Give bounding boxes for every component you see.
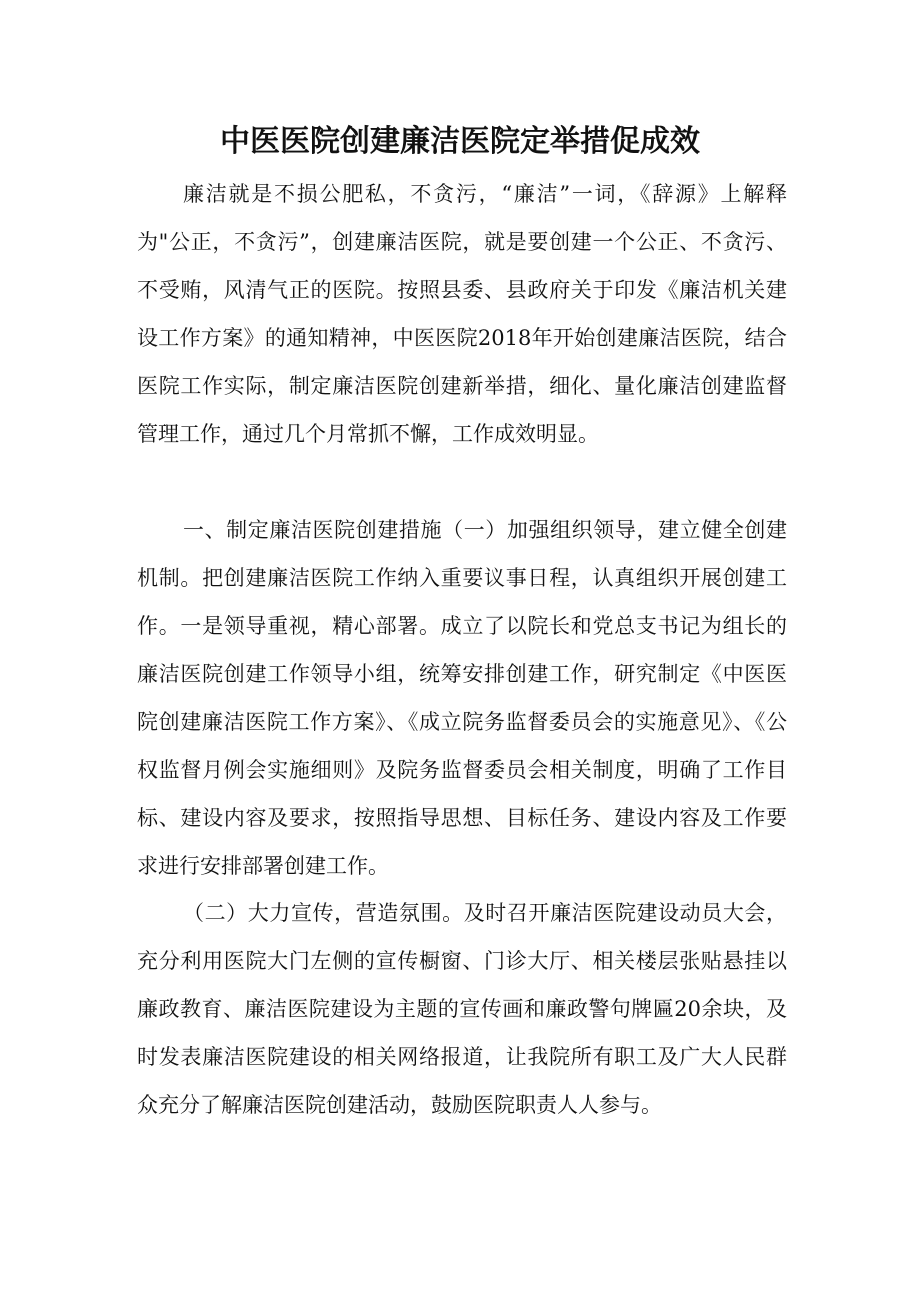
- document-title: 中医医院创建廉洁医院定举措促成效: [220, 124, 700, 159]
- paragraph-intro: 廉洁就是不损公肥私，不贪污，“廉洁”一词，《辞源》上解释为"公正，不贪污”，创建廉洁医院，就是要创建一个公正、不贪污、不受贿，风清气正的医院。按照县委、县政府关于印发《廉洁机关建设工作方案》的通知精神，中医医院2018年开始创建廉洁医院，结合医院工作实际，制定廉洁医院创建新举措，细化、量化廉洁创建监督管理工作，通过几个月常抓不懈，工作成效明显。: [137, 182, 787, 446]
- paragraph-section-two: （二）大力宣传，营造氛围。及时召开廉洁医院建设动员大会，充分利用医院大门左侧的宣传橱窗、门诊大厅、相关楼层张贴悬挂以廉政教育、廉洁医院建设为主题的宣传画和廉政警句牌匾20余块，及时发表廉洁医院建设的相关网络报道，让我院所有职工及广大人民群众充分了解廉洁医院创建活动，鼓励医院职责人人参与。: [137, 901, 787, 1117]
- paragraph-section-one: 一、制定廉洁医院创建措施（一）加强组织领导，建立健全创建机制。把创建廉洁医院工作纳入重要议事日程，认真组织开展创建工作。一是领导重视，精心部署。成立了以院长和党总支书记为组长的廉洁医院创建工作领导小组，统筹安排创建工作，研究制定《中医医院创建廉洁医院工作方案》、《成立院务监督委员会的实施意见》、《公权监督月例会实施细则》及院务监督委员会相关制度，明确了工作目标、建设内容及要求，按照指导思想、目标任务、建设内容及工作要求进行安排部署创建工作。: [137, 518, 787, 878]
